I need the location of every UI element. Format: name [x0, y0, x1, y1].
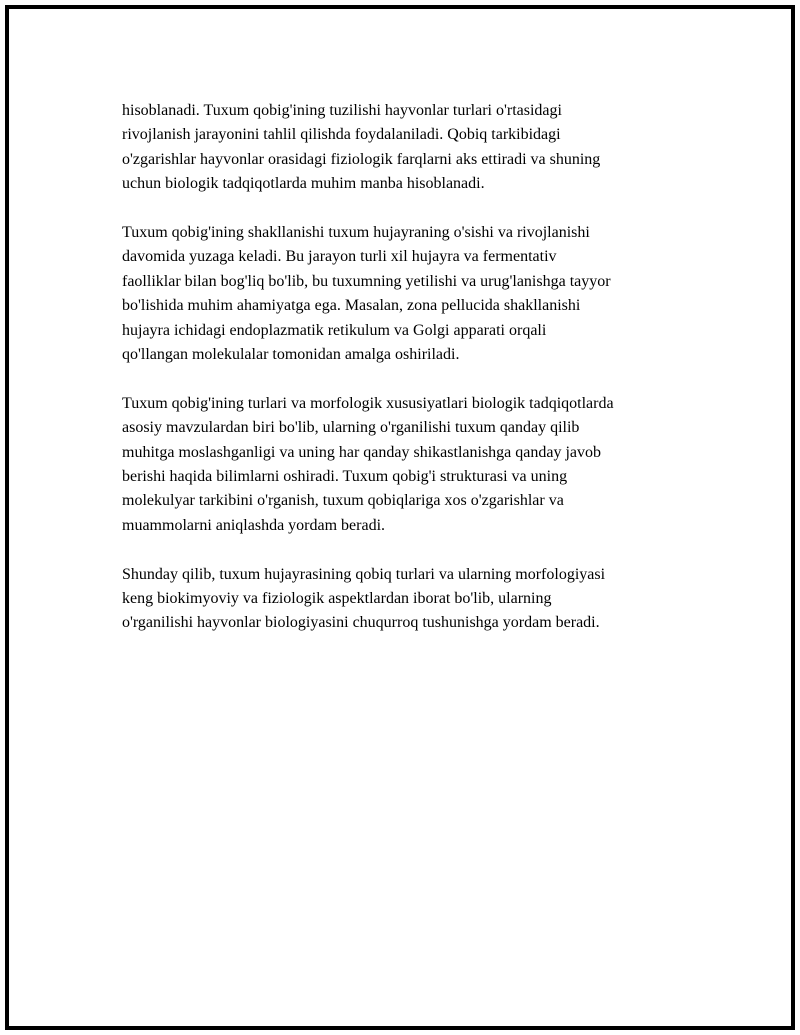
paragraph-3: Tuxum qobig'ining turlari va morfologik xususiyatlari biologik tadqiqotlarda asosiy mavzulardan biri bo'lib, ularning o'rganilishi tuxum qanday qilib muhitga moslashganligi va uning har qanday shikastlanishga qanday javob berishi haqida bilimlarni oshiradi. Tuxum qobig'i strukturasi va uning molekulyar tarkibini o'rganish, tuxum qobiqlariga xos o'zgarishlar va muammolarni aniqlashda yordam beradi. — [122, 394, 614, 534]
document-body — [122, 99, 700, 660]
paragraph-2: Tuxum qobig'ining shakllanishi tuxum hujayraning o'sishi va rivojlanishi davomida yuzaga keladi. Bu jarayon turli xil hujayra va fermentativ faolliklar bilan bog'liq bo'lib, bu tuxumning yetilishi va urug'lanishga tayyor bo'lishida muhim ahamiyatga ega. Masalan, zona pellucida shakllanishi hujayra ichidagi endoplazmatik retikulum va Golgi apparati orqali qo'llangan molekulalar tomonidan amalga oshiriladi. — [122, 224, 611, 364]
page-frame — [5, 5, 795, 1030]
paragraph-4: Shunday qilib, tuxum hujayrasining qobiq turlari va ularning morfologiyasi keng biokimyoviy va fiziologik aspektlardan iborat bo'lib, ularning o'rganilishi hayvonlar biologiyasini chuqurroq tushunishga yordam beradi. — [122, 565, 606, 632]
paragraph-1: hisoblanadi. Tuxum qobig'ining tuzilishi hayvonlar turlari o'rtasidagi rivojlanish jarayonini tahlil qilishda foydalaniladi. Qobiq tarkibidagi o'zgarishlar hayvonlar orasidagi fiziologik farqlarni aks ettiradi va shuning uchun biologik tadqiqotlarda muhim manba hisoblanadi. — [122, 102, 601, 193]
